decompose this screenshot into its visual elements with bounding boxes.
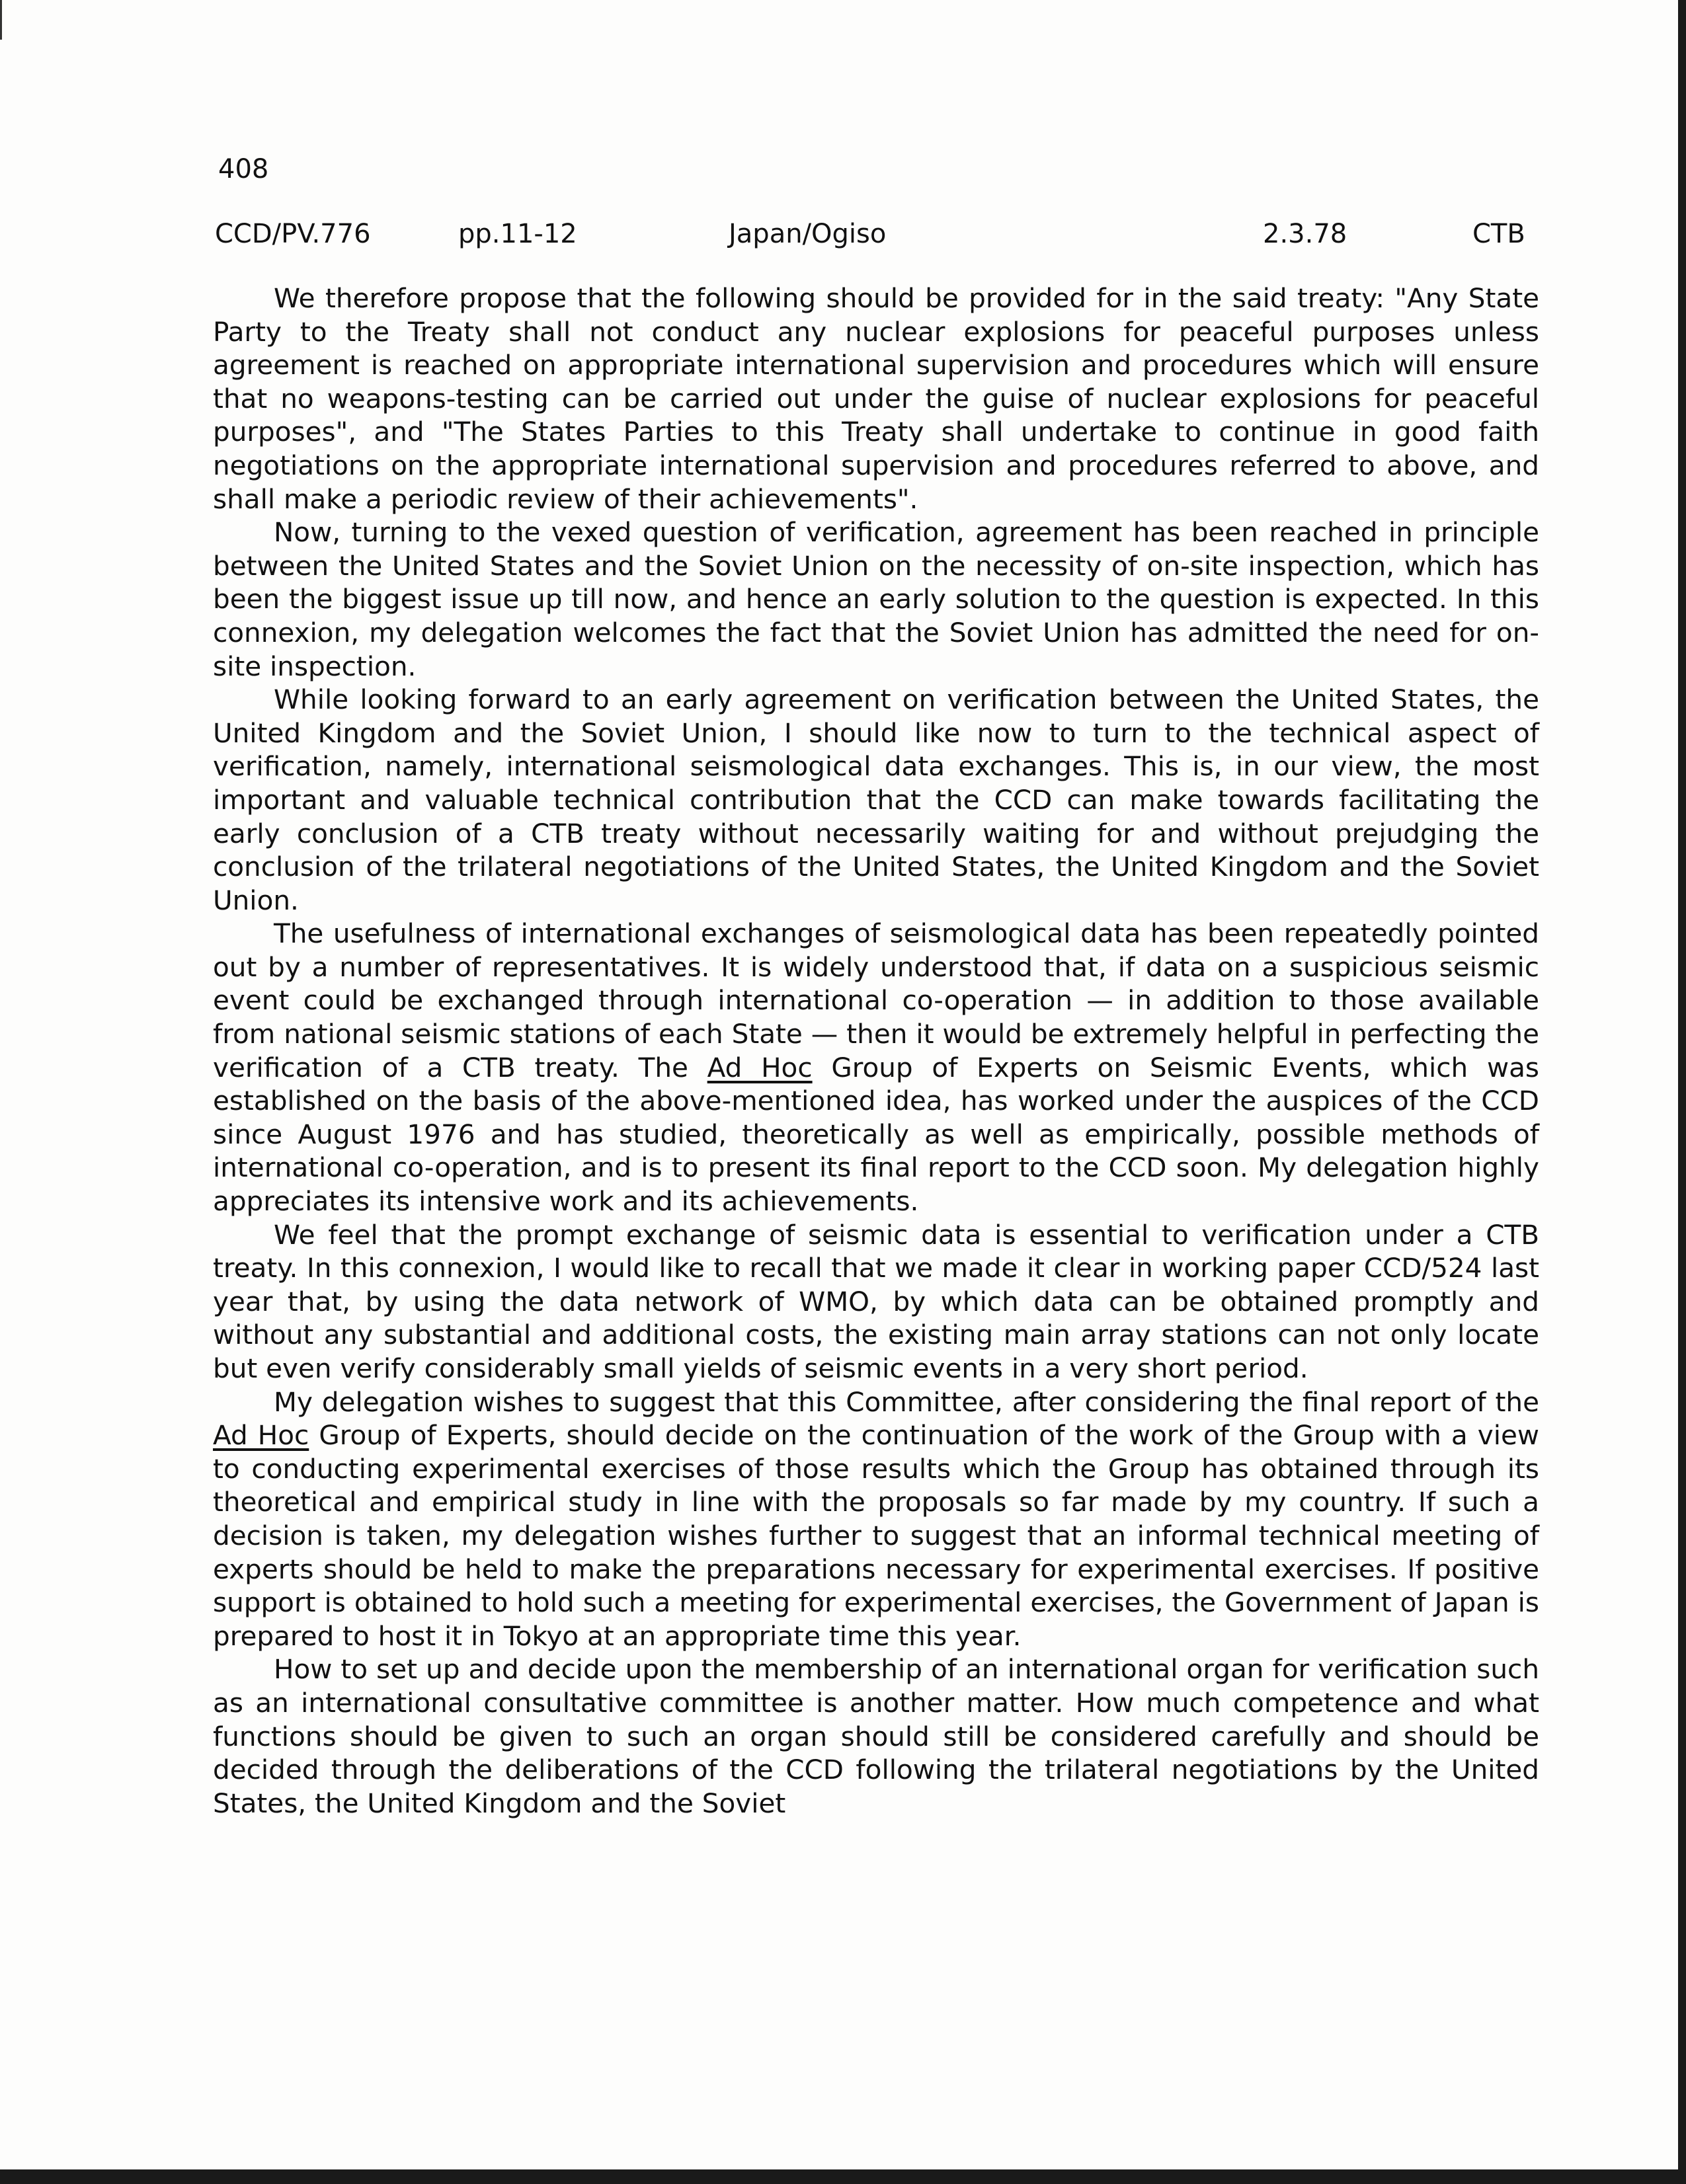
- paragraph-text: Now, turning to the vexed question of verification, agreement has been reached in principle between the United States and the Soviet Union on the necessity of on-site inspection, which has been the biggest issue up till now, and hence an early solution to the question is expected. In this connexion, my delegation welcomes the fact that the Soviet Union has admitted the need for on-site inspection.: [213, 516, 1539, 682]
- paragraph-text: While looking forward to an early agreement on verification between the United States, the United Kingdom and the Soviet Union, I should like now to turn to the technical aspect of verification, namely, international seismological data exchanges. This is, in our view, the most important and valuable technical contribution that the CCD can make towards facilitating the early conclusion of a CTB treaty without necessarily waiting for and without prejudging the conclusion of the trilateral negotiations of the United States, the United Kingdom and the Soviet Union.: [213, 683, 1539, 916]
- paragraph-text: Group of Experts, should decide on the continuation of the work of the Group with a view to conducting experimental exercises of those results which the Group has obtained through its theoretical and empirical study in line with the proposals so far made by my country. If such a decision is taken, my delegation wishes further to suggest that an informal technical meeting of experts should be held to make the preparations necessary for experimental exercises. If positive support is obtained to hold such a meeting for experimental exercises, the Government of Japan is prepared to host it in Tokyo at an appropriate time this year.: [213, 1419, 1539, 1652]
- scan-edge-right: [1678, 0, 1686, 2184]
- subject: CTB: [1472, 219, 1525, 249]
- scan-edge-bottom: [0, 2169, 1686, 2184]
- paragraph: [213, 282, 1539, 516]
- date: 2.3.78: [1263, 219, 1347, 249]
- paragraph: [213, 1385, 1539, 1653]
- page-range: pp.11-12: [458, 219, 577, 249]
- paragraph-text: My delegation wishes to suggest that this Committee, after considering the final report of the: [274, 1385, 1539, 1418]
- paragraph: [213, 683, 1539, 917]
- underlined-term: Ad Hoc: [707, 1051, 813, 1083]
- paragraph: [213, 516, 1539, 683]
- paragraph: [213, 1218, 1539, 1385]
- paragraph: [213, 1653, 1539, 1820]
- body-text: [213, 282, 1539, 1820]
- paragraph-text: How to set up and decide upon the membership of an international organ for verification such as an international consultative committee is another matter. How much competence and what functions should be given to such an organ should still be considered carefully and should be decided through the deliberations of the CCD following the trilateral negotiations by the United States, the United Kingdom and the Soviet: [213, 1653, 1539, 1819]
- paragraph-text: The usefulness of international exchanges of seismological data has been repeatedly pointed out by a number of representatives. It is widely understood that, if data on a suspicious seismic event could be exchanged through international co-operation — in addition to those available from national seismic stations of each State — then it would be extremely helpful in perfecting the verification of a CTB treaty. The: [213, 917, 1539, 1083]
- page-number: 408: [218, 154, 269, 184]
- paragraph-text: Group of Experts on Seismic Events, which was established on the basis of the above-mentioned idea, has worked under the auspices of the CCD since August 1976 and has studied, theoretically as well as empirically, possible methods of international co-operation, and is to present its final report to the CCD soon. My delegation highly appreciates its intensive work and its achievements.: [213, 1051, 1539, 1218]
- underlined-term: Ad Hoc: [213, 1419, 309, 1452]
- paragraph-text: We therefore propose that the following should be provided for in the said treaty: "Any State Party to the Treaty shall not conduct any nuclear explosions for peaceful purposes unless agreement is reached on appropriate international supervision and procedures which will ensure that no weapons-testing can be carried out under the guise of nuclear explosions for peaceful purposes", and "The States Parties to this Treaty shall undertake to continue in good faith negotiations on the appropriate international supervision and procedures referred to above, and shall make a periodic review of their achievements".: [213, 282, 1539, 515]
- paragraph-text: We feel that the prompt exchange of seismic data is essential to verification under a CTB treaty. In this connexion, I would like to recall that we made it clear in working paper CCD/524 last year that, by using the data network of WMO, by which data can be obtained promptly and without any substantial and additional costs, the existing main array stations can not only locate but even verify considerably small yields of seismic events in a very short period.: [213, 1218, 1539, 1384]
- document-symbol: CCD/PV.776: [215, 219, 371, 249]
- paragraph: [213, 917, 1539, 1218]
- speaker: Japan/Ogiso: [729, 219, 887, 249]
- scan-edge-mark: [0, 0, 2, 40]
